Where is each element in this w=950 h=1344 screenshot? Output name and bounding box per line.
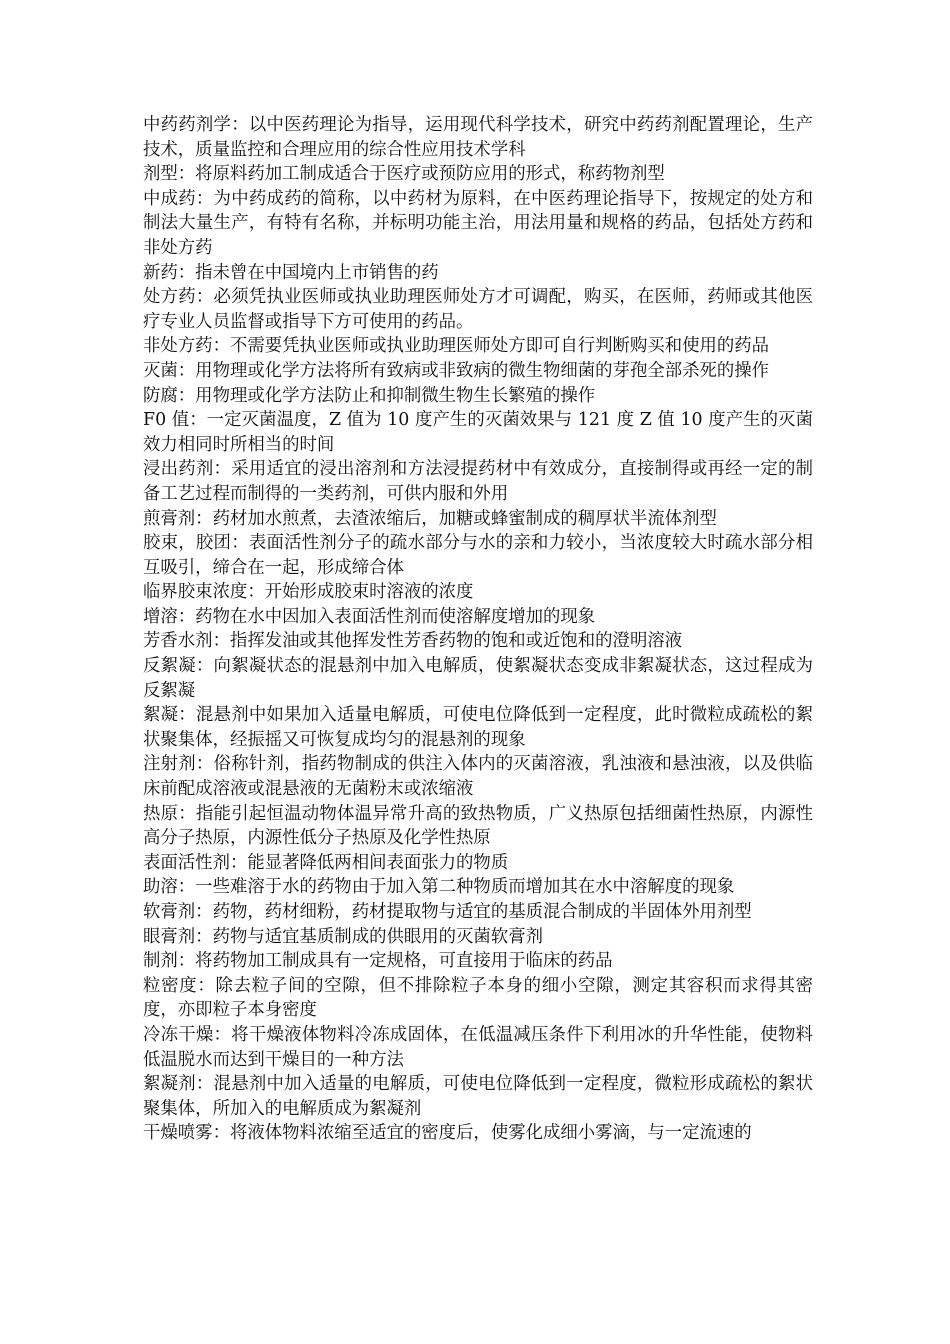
glossary-entry: 粒密度：除去粒子间的空隙，但不排除粒子本身的细小空隙，测定其容积而求得其密度，亦即粒子本身密度 xyxy=(143,975,813,1021)
glossary-entry: 注射剂：俗称针剂，指药物制成的供注入体内的灭菌溶液，乳浊液和悬浊液，以及供临床前配成溶液或混悬液的无菌粉末或浓缩液 xyxy=(143,754,813,800)
glossary-entry: 非处方药：不需要凭执业医师或执业助理医师处方即可自行判断购买和使用的药品 xyxy=(143,336,770,357)
glossary-entry: 热原：指能引起恒温动物体温异常升高的致热物质，广义热原包括细菌性热原，内源性高分子热原，内源性低分子热原及化学性热原 xyxy=(143,803,813,849)
glossary-entry: 表面活性剂：能显著降低两相间表面张力的物质 xyxy=(143,852,509,873)
glossary-entry: 处方药：必须凭执业医师或执业助理医师处方才可调配，购买，在医师，药师或其他医疗专业人员监督或指导下方可使用的药品。 xyxy=(143,287,813,332)
glossary-entry: 中药药剂学：以中医药理论为指导，运用现代科学技术，研究中药药剂配置理论，生产技术，质量监控和合理应用的综合性应用技术学科 xyxy=(143,115,813,160)
glossary-entry: 干燥喷雾：将液体物料浓缩至适宜的密度后，使雾化成细小雾滴，与一定流速的 xyxy=(143,1123,752,1144)
glossary-entry: F0 值：一定灭菌温度，Z 值为 10 度产生的灭菌效果与 121 度 Z 值 10 度产生的灭菌效力相同时所相当的时间 xyxy=(143,410,813,455)
glossary-entry: 灭菌：用物理或化学方法将所有致病或非致病的微生物细菌的芽孢全部杀死的操作 xyxy=(143,360,770,381)
glossary-entry: 芳香水剂：指挥发油或其他挥发性芳香药物的饱和或近饱和的澄明溶液 xyxy=(143,631,683,652)
glossary-entry: 反絮凝：向絮凝状态的混悬剂中加入电解质，使絮凝状态变成非絮凝状态，这过程成为反絮凝 xyxy=(143,656,813,701)
glossary-entry: 剂型：将原料药加工制成适合于医疗或预防应用的形式，称药物剂型 xyxy=(143,164,665,185)
glossary-entry: 新药：指未曾在中国境内上市销售的药 xyxy=(143,262,439,283)
glossary-entry: 中成药：为中药成药的简称，以中药材为原料，在中医药理论指导下，按规定的处方和制法大量生产，有特有名称，并标明功能主治，用法用量和规格的药品，包括处方药和非处方药 xyxy=(143,188,813,258)
glossary-entry: 增溶：药物在水中因加入表面活性剂而使溶解度增加的现象 xyxy=(143,606,596,627)
glossary-entry: 冷冻干燥：将干燥液体物料冷冻成固体，在低温减压条件下利用冰的升华性能，使物料低温脱水而达到干燥目的一种方法 xyxy=(143,1024,813,1070)
glossary-entry: 制剂：将药物加工制成具有一定规格，可直接用于临床的药品 xyxy=(143,951,613,972)
glossary-entry: 眼膏剂：药物与适宜基质制成的供眼用的灭菌软膏剂 xyxy=(143,926,543,947)
glossary-entry: 煎膏剂：药材加水煎煮，去渣浓缩后，加糖或蜂蜜制成的稠厚状半流体剂型 xyxy=(143,508,717,529)
glossary-text xyxy=(143,113,813,1146)
glossary-entry: 胶束，胶团：表面活性剂分子的疏水部分与水的亲和力较小，当浓度较大时疏水部分相互吸引，缔合在一起，形成缔合体 xyxy=(143,533,813,578)
glossary-entry: 软膏剂：药物，药材细粉，药材提取物与适宜的基质混合制成的半固体外用剂型 xyxy=(143,902,752,922)
glossary-entry: 絮凝：混悬剂中如果加入适量电解质，可使电位降低到一定程度，此时微粒成疏松的絮状聚集体，经振摇又可恢复成均匀的混悬剂的现象 xyxy=(143,705,813,750)
glossary-entry: 防腐：用物理或化学方法防止和抑制微生物生长繁殖的操作 xyxy=(143,385,596,406)
glossary-entry: 絮凝剂：混悬剂中加入适量的电解质，可使电位降低到一定程度，微粒形成疏松的絮状聚集体，所加入的电解质成为絮凝剂 xyxy=(143,1074,813,1119)
glossary-entry: 助溶：一些难溶于水的药物由于加入第二种物质而增加其在水中溶解度的现象 xyxy=(143,877,735,898)
glossary-entry: 临界胶束浓度：开始形成胶束时溶液的浓度 xyxy=(143,582,474,603)
glossary-entry: 浸出药剂：采用适宜的浸出溶剂和方法浸提药材中有效成分，直接制得或再经一定的制备工艺过程而制得的一类药剂，可供内服和外用 xyxy=(143,459,813,504)
